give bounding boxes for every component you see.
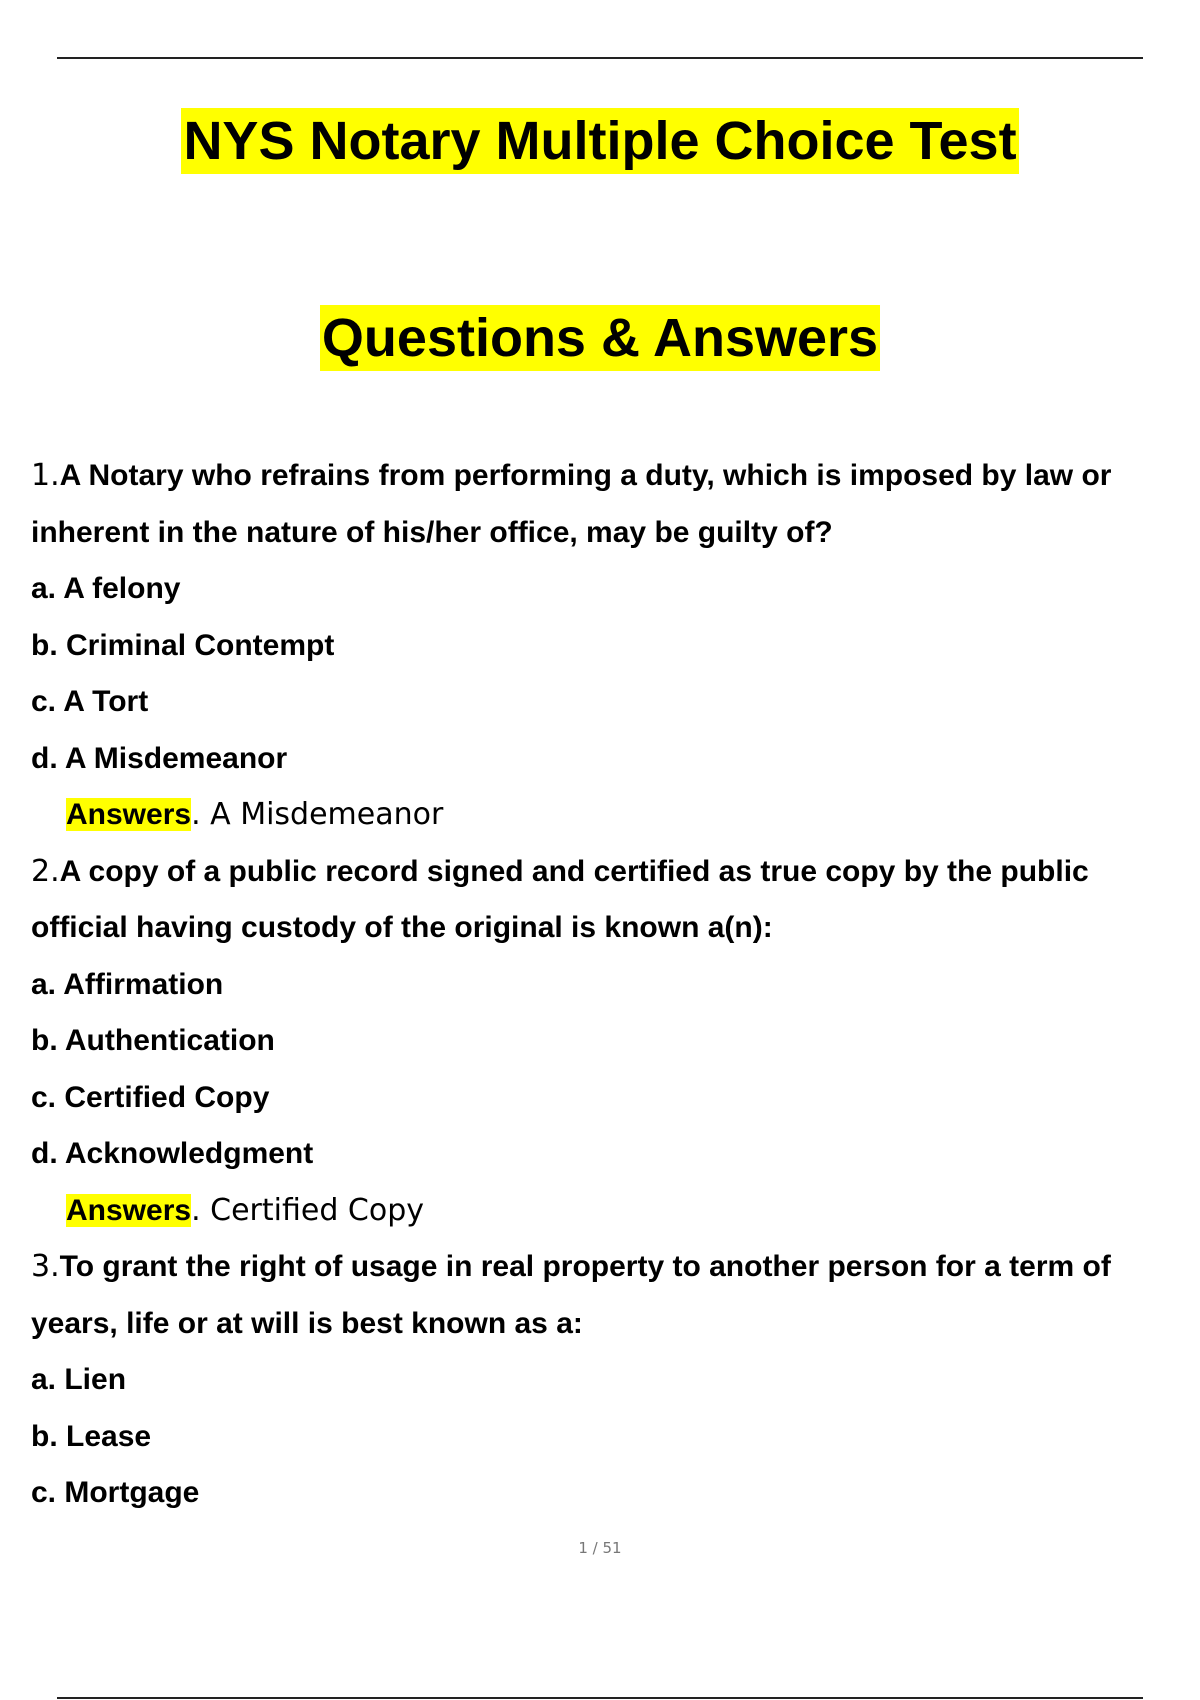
answer-text: . Certified Copy bbox=[191, 1192, 425, 1228]
document-title: NYS Notary Multiple Choice Test bbox=[181, 108, 1018, 174]
question-block bbox=[31, 448, 1171, 844]
question-number: 1. bbox=[31, 458, 60, 493]
answer-label: Answers bbox=[66, 1193, 192, 1227]
answer-label: Answers bbox=[66, 798, 192, 831]
answer-option: b. Authentication bbox=[31, 1024, 275, 1057]
question-body: A Notary who refrains from performing a duty, which is imposed by law or inherent in the nature of his/her office, may be guilty of? bbox=[31, 459, 1112, 549]
title-container bbox=[0, 108, 1200, 174]
answer-option: d. Acknowledgment bbox=[31, 1137, 314, 1170]
answer-option: c. Certified Copy bbox=[31, 1080, 270, 1114]
question-body: To grant the right of usage in real property to another person for a term of years, life or at will is best known as a: bbox=[31, 1250, 1111, 1340]
question-block bbox=[31, 1239, 1171, 1522]
answer-line bbox=[31, 1183, 1171, 1240]
top-rule bbox=[57, 57, 1143, 59]
answer-option: a. A felony bbox=[31, 572, 181, 605]
answer-option: a. Affirmation bbox=[31, 967, 224, 1001]
answer-option: c. Mortgage bbox=[31, 1476, 200, 1509]
answer-option: b. Lease bbox=[31, 1419, 152, 1453]
questions-list bbox=[31, 448, 1171, 1522]
answer-line bbox=[31, 787, 1171, 844]
question-text bbox=[31, 448, 1171, 561]
answer-option: c. A Tort bbox=[31, 685, 149, 718]
answer-text: . A Misdemeanor bbox=[191, 797, 444, 832]
page-number: 1 / 51 bbox=[578, 1539, 622, 1557]
question-text bbox=[31, 1239, 1171, 1352]
answer-option: d. A Misdemeanor bbox=[31, 741, 288, 775]
question-body: A copy of a public record signed and certified as true copy by the public official having custody of the original is known a(n): bbox=[31, 854, 1089, 944]
question-number: 2. bbox=[31, 853, 60, 889]
answer-option: b. Criminal Contempt bbox=[31, 628, 335, 662]
subtitle-container bbox=[0, 305, 1200, 371]
answer-option: a. Lien bbox=[31, 1363, 127, 1396]
bottom-rule bbox=[57, 1697, 1143, 1699]
question-text bbox=[31, 844, 1171, 957]
question-block bbox=[31, 844, 1171, 1240]
document-subtitle: Questions & Answers bbox=[320, 305, 880, 371]
question-number: 3. bbox=[31, 1249, 60, 1284]
